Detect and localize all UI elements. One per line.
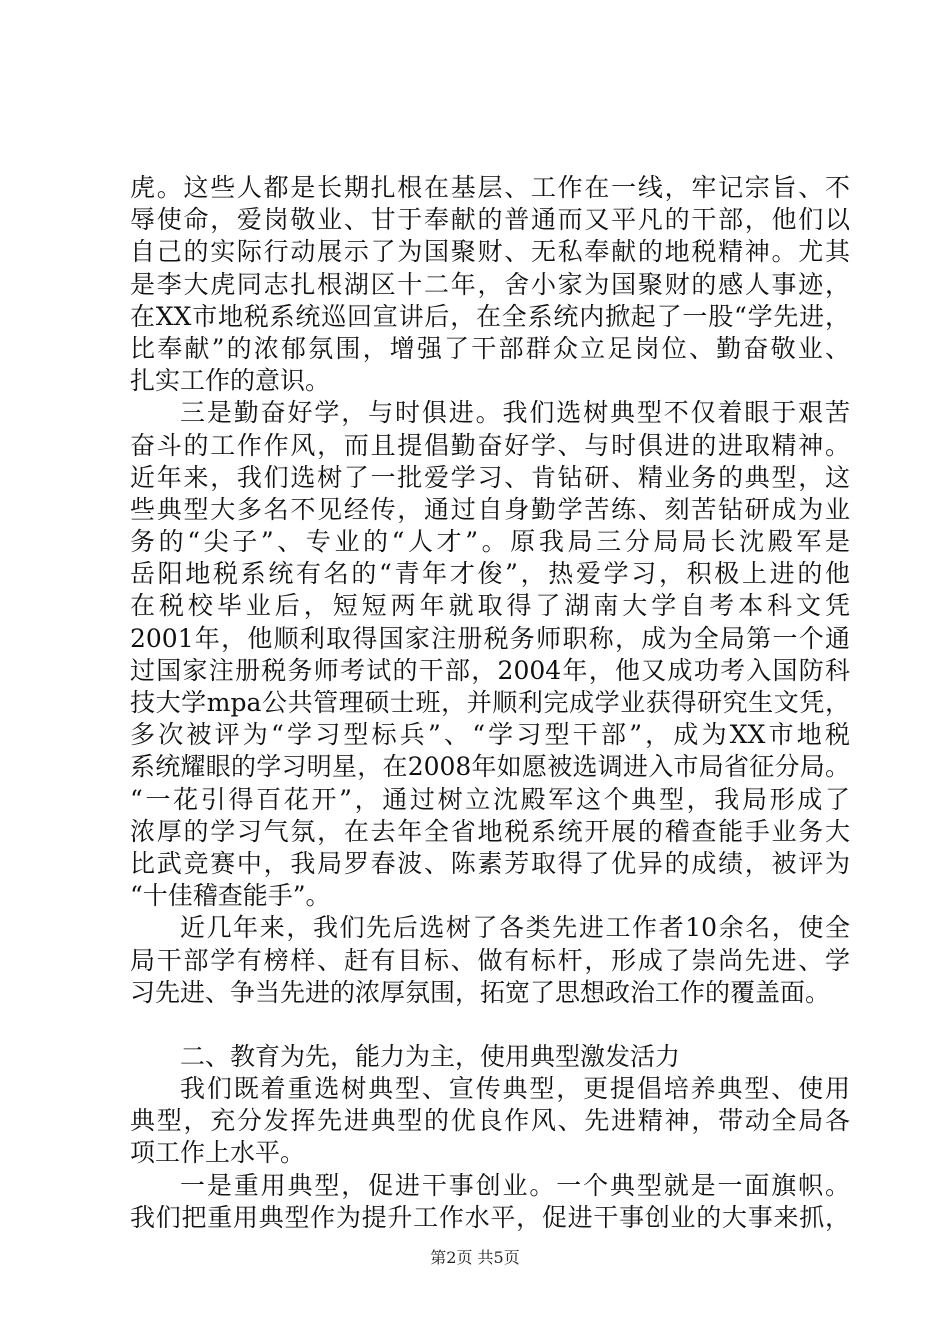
text-line: 是李大虎同志扎根湖区十二年，舍小家为国聚财的感人事迹， <box>130 269 850 299</box>
text-line: 岳阳地税系统有名的“青年才俊”，热爱学习，积极上进的他 <box>130 559 850 589</box>
paragraph-gap <box>130 1009 850 1041</box>
text-line: 三是勤奋好学，与时俱进。我们选树典型不仅着眼于艰苦 <box>180 398 850 428</box>
text-line: 在税校毕业后，短短两年就取得了湖南大学自考本科文凭 <box>130 591 850 621</box>
text-line: 局干部学有榜样、赶有目标、做有标杆，形成了崇尚先进、学 <box>130 945 850 975</box>
page-footer: 第2页 共5页 <box>430 1248 520 1267</box>
text-line: 自己的实际行动展示了为国聚财、无私奉献的地税精神。尤其 <box>130 237 850 267</box>
text-line: 辱使命，爱岗敬业、甘于奉献的普通而又平凡的干部，他们以 <box>130 205 850 235</box>
paragraph-diligent-learning <box>130 397 850 912</box>
text-line: 一是重用典型，促进干事创业。一个典型就是一面旗帜。 <box>180 1170 850 1200</box>
section-heading: 二、教育为先，能力为主，使用典型激发活力 <box>180 1041 681 1071</box>
text-line: 系统耀眼的学习明星，在2008年如愿被选调进入市局省征分局。 <box>130 752 850 782</box>
text-line: 典型，充分发挥先进典型的优良作风、先进精神，带动全局各 <box>130 1106 850 1136</box>
text-line: 比奉献”的浓郁氛围，增强了干部群众立足岗位、勤奋敬业、 <box>130 333 850 363</box>
paragraph-reuse-typical <box>130 1170 850 1234</box>
text-line: 虎。这些人都是长期扎根在基层、工作在一线，牢记宗旨、不 <box>130 173 850 202</box>
text-line: 扎实工作的意识。 <box>130 366 331 396</box>
paragraph-typical-examples-dedication <box>130 172 850 397</box>
paragraph-education-first <box>130 1073 850 1170</box>
text-line: 过国家注册税务师考试的干部，2004年，他又成功考入国防科 <box>130 655 850 685</box>
text-line: 务的“尖子”、专业的“人才”。原我局三分局局长沈殿军是 <box>130 527 850 557</box>
text-line: 在XX市地税系统巡回宣讲后，在全系统内掀起了一股“学先进， <box>130 301 850 331</box>
document-body <box>130 172 850 1234</box>
text-line: 多次被评为“学习型标兵”、“学习型干部”，成为XX市地税 <box>130 720 850 750</box>
text-line: 习先进、争当先进的浓厚氛围，拓宽了思想政治工作的覆盖面。 <box>130 977 831 1007</box>
text-line: “一花引得百花开”，通过树立沈殿军这个典型，我局形成了 <box>130 784 850 814</box>
text-line: 些典型大多名不见经传，通过自身勤学苦练、刻苦钻研成为业 <box>130 494 850 524</box>
text-line: 近几年来，我们先后选树了各类先进工作者10余名，使全 <box>180 913 850 943</box>
text-line: “十佳稽查能手”。 <box>130 881 331 911</box>
text-line: 项工作上水平。 <box>130 1138 306 1168</box>
text-line: 我们把重用典型作为提升工作水平，促进干事创业的大事来抓， <box>130 1202 850 1232</box>
text-line: 我们既着重选树典型、宣传典型，更提倡培养典型、使用 <box>180 1074 850 1104</box>
text-line: 奋斗的工作作风，而且提倡勤奋好学、与时俱进的进取精神。 <box>130 430 850 460</box>
paragraph-recent-years-summary <box>130 912 850 1009</box>
text-line: 2001年，他顺利取得国家注册税务师职称，成为全局第一个通 <box>130 623 850 653</box>
text-line: 比武竞赛中，我局罗春波、陈素芳取得了优异的成绩，被评为 <box>130 848 850 878</box>
text-line: 技大学mpa公共管理硕士班，并顺利完成学业获得研究生文凭， <box>130 688 850 717</box>
text-line: 浓厚的学习气氛，在去年全省地税系统开展的稽查能手业务大 <box>130 816 850 846</box>
text-line: 近年来，我们选树了一批爱学习、肯钻研、精业务的典型，这 <box>130 462 850 492</box>
